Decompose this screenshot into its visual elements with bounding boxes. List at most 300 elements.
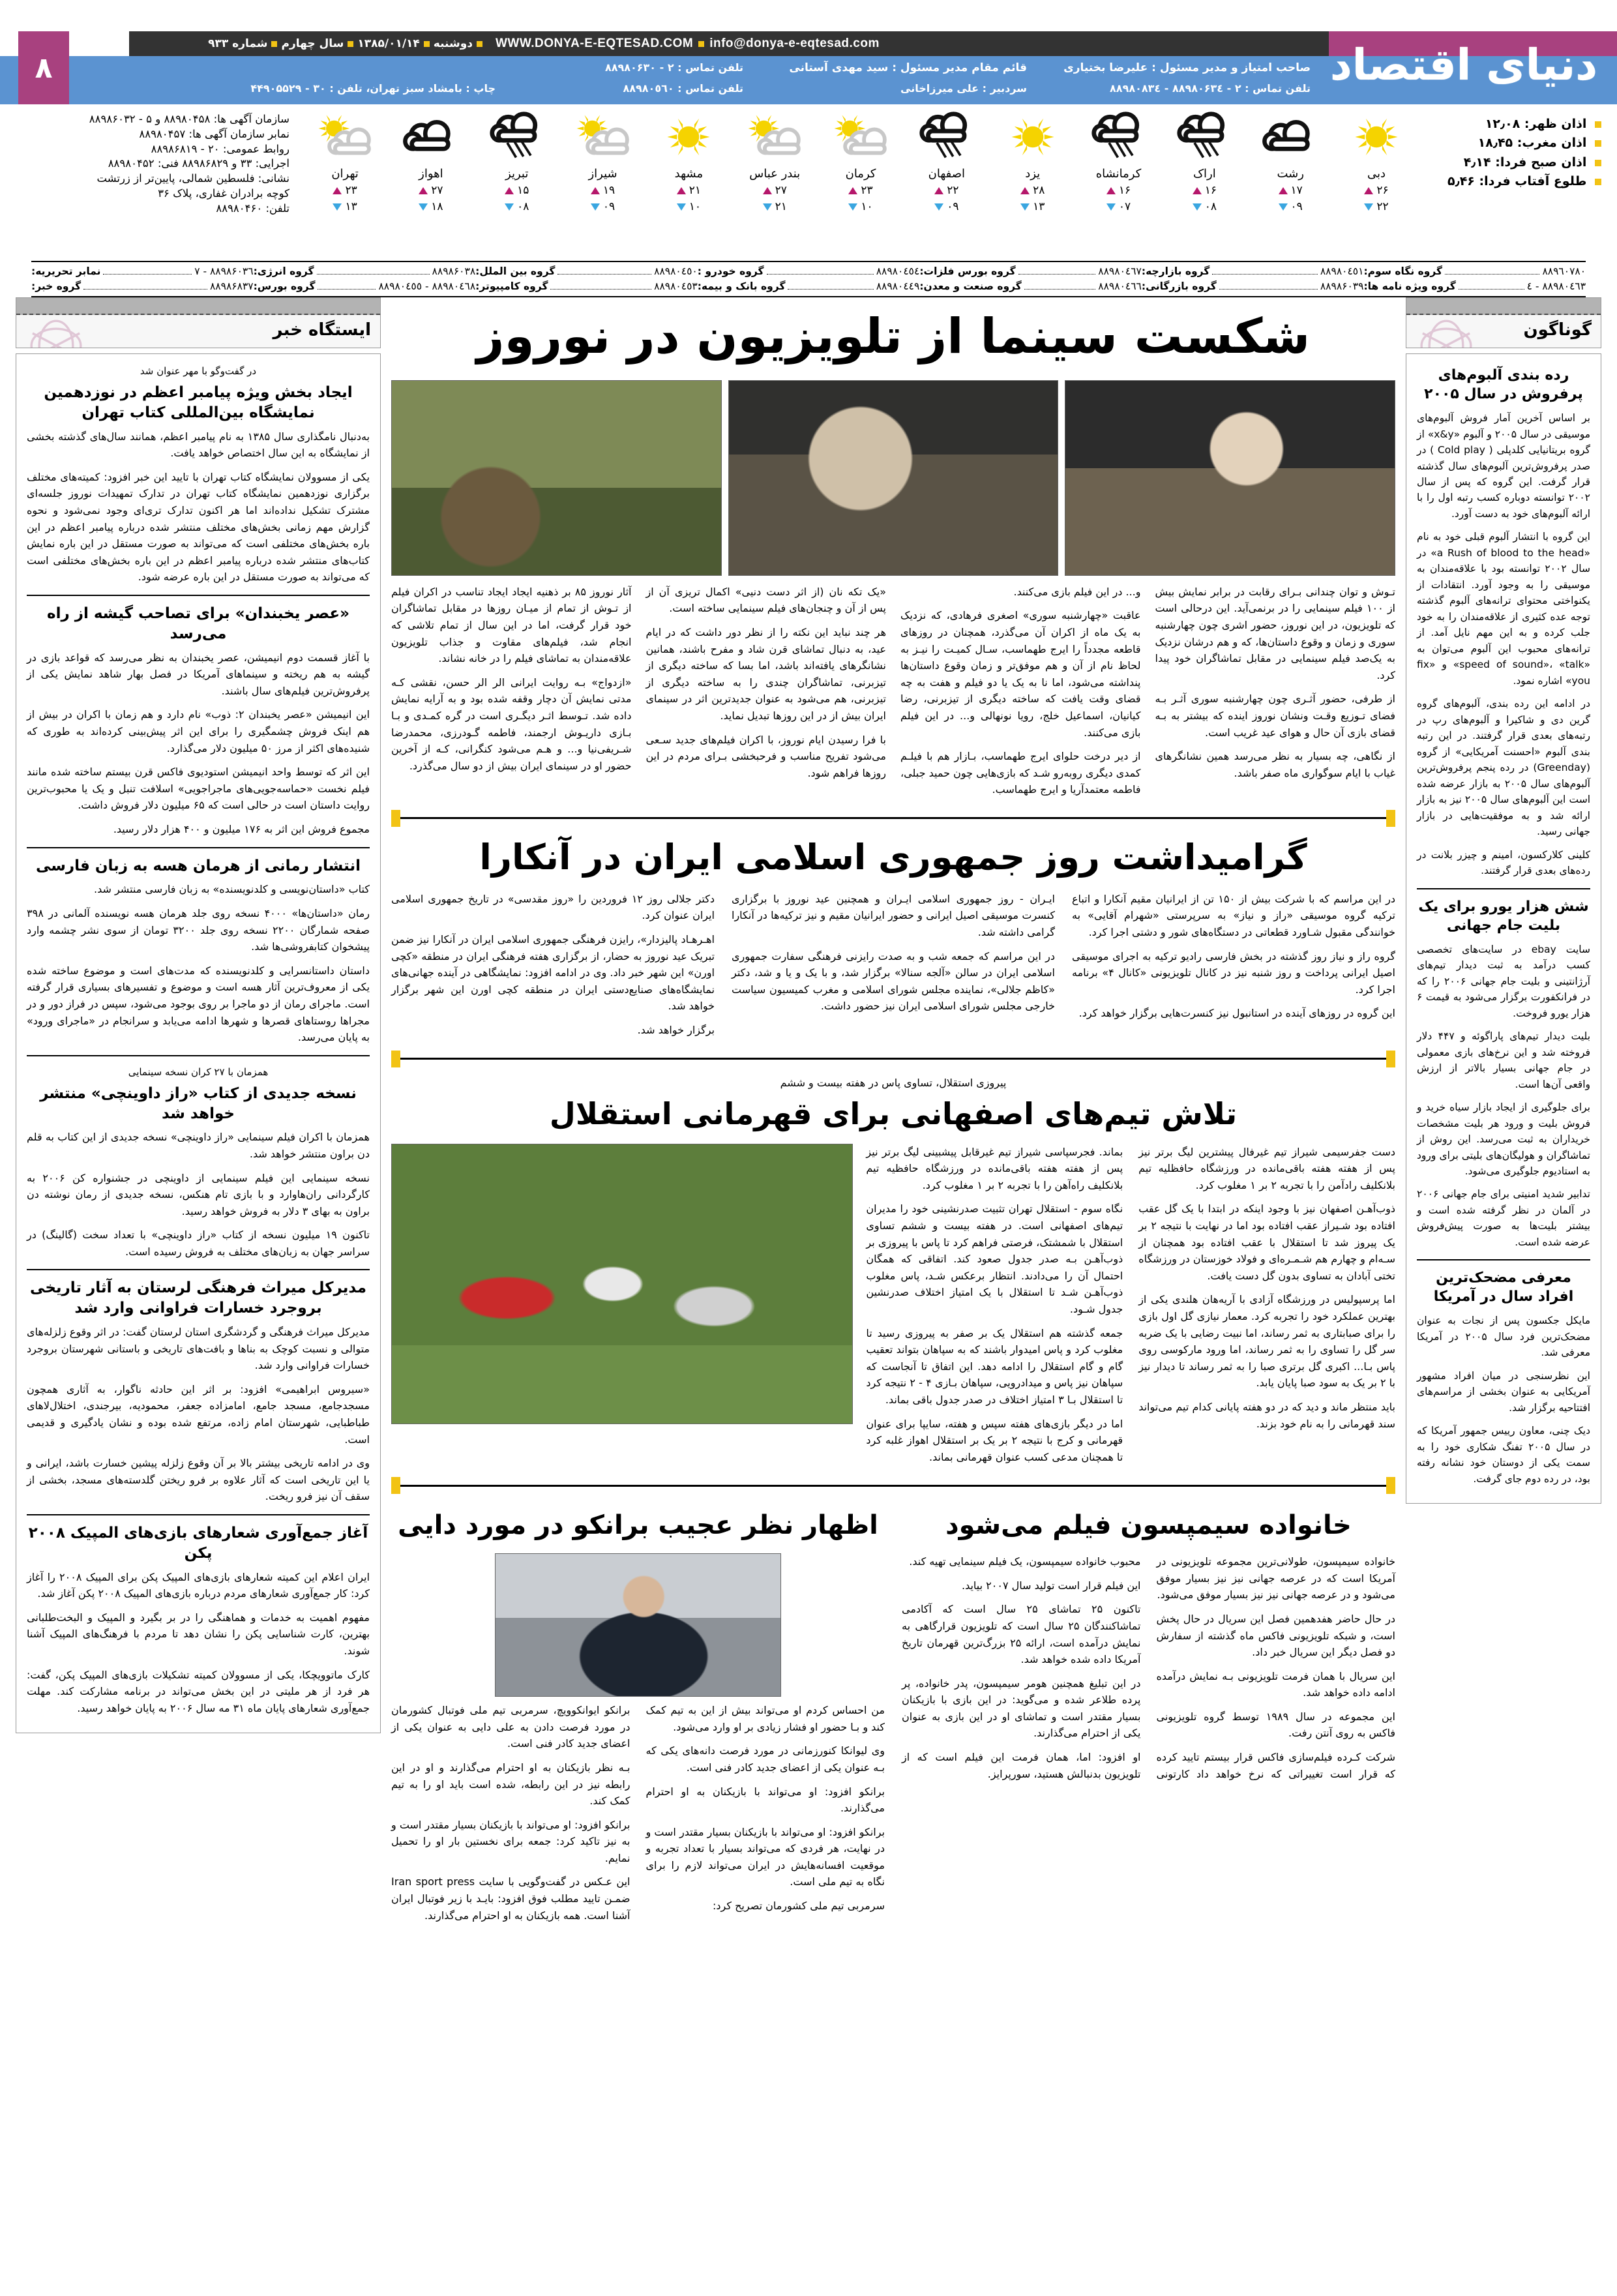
triangle-up-icon: [591, 187, 600, 194]
prayer-time-row: [1406, 172, 1601, 191]
third-headline: تلاش تیم‌های اصفهانی برای قهرمانی استقلال: [549, 1096, 1238, 1131]
dot-leader: [317, 267, 430, 275]
bottom-article-1-body: [391, 1702, 885, 1926]
masthead: [0, 0, 1617, 115]
article-paragraph: این گروه با انتشار آلبوم قبلی خود به نام «a Rush of blood to the head» در سال ۲۰۰۲ توانسته بود با علاقه‌مندان به موسیقی را به وجود آورد. انتقادات از یکنواختی محتوای ترانه‌های آلبوم گذشته توجه عده کثیری از علاقه‌مندان را به خود جلب کرده و به این مهم نایل آمد. از ترانه‌های محبوب این آلبوم می‌توان به «speed of sound»، «talk» و «fix you» اشاره نمود.: [1417, 531, 1590, 687]
weather-icon-wrap: [306, 108, 383, 166]
weather-city-name: رشت: [1277, 167, 1304, 181]
dist-line: توزیع : ۹ - ۸۸۹۸۲۴۲۸: [47, 103, 149, 115]
triangle-down-icon: [1193, 203, 1202, 211]
article-paragraph: در این مراسم که جمعه شب و به صدت رایزنی فرهنگی سفارت جمهوری اسلامی ایران در سالن «آلجه سنالا» برگزار شد، و با یک و یا و شد، دکتر «کاظم جلالی»، نماینده مجلس شورای اسلامی و مغرب کمیسیون سیاست خارجی مجلس شورای اسلامی ایران نیز حضور داشت.: [732, 949, 1055, 1013]
article-paragraph: «ازدواج» بـه روایت ایرانی الر الر حسن، نقشی کـه مدتی نمایش آن دچار وقفه شده بود و به آرایه نمایش داده شد. تـوسط اثـر دیگـری است در گره کمـدی و بـا بـازی داریـوش ارجمند، فاطمه گـودرزی، محمدرضا شـریفی‌نیا و... و هـم می‌شود کنگرانی، کـه از آخرین حضور او در سینمای ایران بیش از دو سال می‌گذرد.: [391, 676, 632, 772]
article-paragraph: دست جفرسیمی شیراز تیم غیرفال پیشترین لیگ برتر نیز پس از هفته هفته باقی‌مانده در ورزشگاه حافظلیه تیم بلانکلیف رادآمن را با تجربه ۲ بر ۱ مغلوب کرد.: [1138, 1145, 1395, 1191]
weather-low: ۰۹: [908, 200, 985, 213]
weather-high: ۲۲: [908, 184, 985, 197]
directory-label: گروه خبر:: [31, 280, 82, 292]
rule-cap-left: [1386, 810, 1395, 827]
weather-high: ۲۷: [736, 184, 813, 197]
contact-line: تلفن: ۸۸۹۸۰۴۶۰: [216, 201, 289, 215]
article-separator: [27, 1055, 370, 1056]
directory-label: گروه ویژه نامه ها:: [1363, 280, 1456, 292]
photo-football-match: [391, 1144, 853, 1424]
print-line: چاپ : بامشاد سبز تهران، تلفن : ۳۰ - ۴۴۹۰۵۵۲۹: [250, 82, 496, 95]
issue-date: ۱۳۸۵/۰۱/۱۴: [357, 37, 420, 50]
bottom-headline-1: اظهار نظر عجیب برانکو در مورد دایی: [398, 1510, 878, 1541]
triangle-down-icon: [1020, 203, 1030, 211]
directory-entry: [31, 280, 254, 292]
photo-woman-portrait: [1065, 380, 1395, 576]
bullet-square-icon: [1595, 121, 1601, 128]
article-paragraph: برانکو افزود: او می‌تواند با بازیکنان به او احترام می‌گذارند.: [645, 1785, 885, 1815]
weather-low: ۱۸: [393, 200, 469, 213]
directory-number: ۸۸۹۸۰٤٥٥ - ۸۸۹۸۰٤٦۸: [378, 280, 476, 292]
directory-label: گروه بازرگانی:: [1141, 280, 1217, 292]
second-article-body: [391, 891, 1395, 1039]
article-paragraph: این گروه در روزهای آینده در استانبول نیز کنسرت‌هایی برگزار خواهد کرد.: [1078, 1007, 1395, 1020]
dot-leader: [550, 282, 651, 290]
directory-number: ٤ - ۸۸۹۸۰٤٦۳: [1526, 280, 1586, 292]
weather-city-name: کرمان: [845, 167, 876, 181]
rain-icon: [917, 112, 976, 162]
bottom-article-0-body: [902, 1553, 1395, 1786]
article-title: انتشار رمانی از هرمان هسه به زبان فارسی: [35, 857, 361, 874]
dot-leader: [788, 282, 873, 290]
article-paragraph: کارک ماتوویچکا، یکی از مسوولان کمیته تشکیلات بازی‌های المپیک پکن، گفت: هر فرد از هر ملیتی در این بخش می‌تواند در برنامه مشارکت کند. مهلت جمع‌آوری شعارهای پایان ماه ۳۱ مه سال ۲۰۰۶ به پایان خواهد رسید.: [27, 1668, 370, 1714]
article-paragraph: نگاه سوم - استقلال تهران تثبیت صدرنشینی خود را مدیران تیم‌های اصفهانی است. در هفته بیست و ششم تساوی استقلال با شمشتک، فرصتی فراهم کرد تا پاس با پیروزی بر ذوب‌آهـن بـه صدر جدول صعود کند. اتفاقی که همگان احتمال آن را می‌دادند. انتظار برعکس شـد، پاس مغلوب ذوب‌آهـن شـد تا استقلال با یک امتیاز اختلاف صدرنشین جدول شـود.: [866, 1202, 1123, 1315]
directory-number: ۸۸۹۸۰٤٥۱: [1320, 265, 1364, 277]
photo-children-outdoor: [391, 380, 722, 576]
rule-line: [400, 1058, 1386, 1060]
weather-high: ۱۹: [565, 184, 642, 197]
article-paragraph: در این تبلیغ همچنین هومر سیمپسون، پدر خانواده، پر پرده طلاعر شده و می‌گوید: در این بازی با بازیکنان بسیار مقتدر است و تماشای او در این بازی به عنوان یکی از احترام می‌گذارند.: [902, 1677, 1141, 1740]
masthead-credits: [0, 56, 1617, 115]
page-number-badge: ۸: [18, 31, 69, 104]
article-paragraph: جمعه گذشته هم استقلال یک بر صفر به پیروزی رسید تا مغلوب کرد و پاس امیدوار باشند که به سپاهان بتواند تعقیب گام و گام استقلال را ادامه دهد. این اتفاق تا آنجاست که سپاهان نیز پاس و میدادرویی، سپاهان بـازی ۴ - ۲ نتیجه کرد تا استقلال بـا ۳ امتیاز اختلاف در صدر جدول باقی بماند.: [866, 1326, 1123, 1406]
article-paragraph: اهـرهـاد پالیزدار»، رایزن فرهنگی جمهوری اسلامی ایران در آنکارا نیز ضمن تبریک عید نوروز به حضار، از برگزاری هفته فرهنگی ایران در منطقه «کچی اورن» این شهر خبر داد. وی در ادامه افزود: نمایشگاهی در آینده جهانی‌های نمایشگاه‌های صنایع‌دستی ایران در منطقه کچی اورن این شهر برگزار خواهد شد.: [391, 932, 715, 1013]
article-paragraph: اما پرسپولیس در ورزشگاه آزادی با آریه‌هان هلندی یکی از بهترین عملکرد خود را تجربه کرد. معمار نیازی گل اول بازی را برای صبابتاری به ثمر رساند، اما نبیت رضایی با یک ضربه سر گل را تساوی را به ثمر رساند، اما ورود مارکوسی روی پاس بـا... اکبری گل برتری صبا را به ثمر رساند تا دیدار نیز با ۲ بر یک به سود صبا پایان یابد.: [1138, 1293, 1395, 1390]
weather-low: ۱۳: [306, 200, 383, 213]
issue-number: شماره ۹۳۳: [208, 37, 268, 50]
issue-date-bar: [130, 33, 482, 55]
weather-cell: [479, 108, 556, 239]
sun-cloud-icon: [572, 113, 634, 160]
directory-number: ۸۸۹۸۰٤٦۷: [1098, 265, 1142, 277]
dot-leader: [1219, 282, 1318, 290]
article-paragraph: این انیمیشن «عصر یخبندان ۲: ذوب» نام دارد و هم زمان با اکران در بیش از هم اینک فروش چشمگیری را برای این اثر پیش‌بینی کرده‌اند به طوری که شنیده‌های اکثر از مرز ۵۰ میلیون دلار می‌گذارد.: [27, 708, 370, 754]
dot-leader: [1445, 267, 1539, 275]
section-rule: [391, 810, 1395, 827]
website-url[interactable]: WWW.DONYA-E-EQTESAD.COM: [496, 37, 694, 50]
article-paragraph: آثار نوروز ۸۵ بر ذهنیه ایجاد ایجاد تناسب در اکران فیلم از تـوش از تمام از میـان روزها در مقابل تماشاگران خود قرار گرفت، اما در این سال از تمام تلاشی که انجام شد، فیلم‌های مقاوت و جذاب تلویزیون علاقه‌مندان به تماشای فیلم را در خانه نشاند.: [391, 585, 632, 665]
article-paragraph: برانکو افزود: او می‌تواند با بازیکنان بسیار مقتدر است و به نیز تاکید کرد: جمعه برای نخستین بار او را تحمیل نمایم.: [391, 1818, 630, 1864]
article-separator: [1417, 1259, 1590, 1260]
directory-number: ۸۸۹۸۰٤٦٦: [1098, 280, 1142, 292]
weather-low: ۱۰: [822, 200, 899, 213]
article-title: مدیرکل میراث فرهنگی لرستان به آثار تاریخی بروجرد خسارات فراوانی وارد شد: [30, 1279, 366, 1317]
prayer-value: ۵٫۴۶: [1447, 174, 1475, 189]
weather-cell: [1338, 108, 1415, 239]
tel-line-3: تلفن تماس : ۸۸۹۸۰٥٦۰: [623, 82, 743, 95]
phone-directory: [0, 261, 1617, 297]
directory-number: ۸۸۹٦۰۷۸۰: [1542, 265, 1586, 277]
dot-leader: [767, 267, 874, 275]
prayer-label: اذان ظهر:: [1524, 117, 1587, 131]
prayer-label: اذان مغرب:: [1517, 136, 1587, 151]
prayer-time-row: [1406, 134, 1601, 153]
article-paragraph: سرمربی تیم ملی کشورمان تصریح کرد:: [713, 1900, 885, 1913]
article-title: «عصر یخبندان» برای تصاحب گیشه از راه می‌رسد: [47, 604, 349, 642]
weather-city-name: بندر عباس: [749, 167, 801, 181]
bullet-square-icon: [698, 41, 704, 47]
email-address[interactable]: info@donya-e-eqtesad.com: [709, 37, 880, 50]
bottom-article-left: [902, 1503, 1395, 1926]
rain-icon: [1175, 112, 1234, 162]
article-paragraph: با آغاز قسمت دوم انیمیشن، عصر یخبندان به نظر می‌رسد که قواعد بازی در گیشه به هم ریخته و سینماهای آمریکا در فصل بهار شاهد نمایش یکی از پرفروش‌ترین فیلم‌های سال باشند.: [27, 651, 370, 697]
weather-icon-wrap: [908, 108, 985, 166]
article-paragraph: مفهوم اهمیت به خدمات و هماهنگی را در بر بگیرد و المپیک و البخت‌طلبانی بهترین، کارت شناسایی پکن را نشان دهد تا مردم با فرهنگ‌های المپیک آشنا شوند.: [27, 1611, 370, 1658]
acting-line: قائم مقام مدیر مسئول : سید مهدی آستانی: [789, 61, 1027, 74]
article-paragraph: خانواده سیمپسون، طولانی‌ترین مجموعه تلویزیونی در آمریکا است که در عرصه جهانی نیز نیز بسیار موفق می‌شود و در عرصه جهانی نیز نیز بسیار موفق می‌شود.: [1156, 1555, 1395, 1602]
article-paragraph: این اثر که توسط واحد انیمیشن استودیوی فاکس قرن بیستم ساخته شده مانند فیلم نخست «حماسه‌جویی‌های ماجراجویی» اسلافت تنبل و یک یا محبوب‌ترین روایت داستان است در حالی است که ۶۵ میلیون دلار فروش داشت.: [27, 766, 370, 812]
lead-photo-strip: [391, 380, 1395, 576]
directory-number: ۸۸۹۸۰٤٥۳: [654, 280, 698, 292]
article-paragraph: نسخه سینمایی این فیلم سینمایی از داوینچی در جشنواره کن ۲۰۰۶ به کارگردانی ران‌هاوارد و با بازی تام هنکس، نسخه جدیدی از رمان نوشته دن براون به بهای ۳ دلار به فروش خواهد رسید.: [27, 1171, 370, 1217]
article-paragraph: بر اساس آخرین آمار فروش آلبوم‌های موسیقی در سال ۲۰۰۵ و آلبوم «x&y» از گروه بریتانیایی کلدپلی ( Cold play ) در صدر پرفروش‌ترین آلبوم‌های سال گذشته قرار گرفت. این گروه که پس از سال ۲۰۰۲ توانسته دوباره کسب رتبه اول را با ارائه آلبوم‌های خود به دست آورد.: [1417, 412, 1590, 520]
article-kicker: در گفت‌وگو با مهر عنوان شد: [140, 365, 257, 377]
bullet-square-icon: [1595, 179, 1601, 185]
prayer-value: ۱۸٫۴۵: [1477, 136, 1513, 151]
weather-low: ۰۸: [479, 200, 556, 213]
cloud-icon: [402, 117, 460, 157]
weather-low: ۲۱: [736, 200, 813, 213]
directory-number: ۸۸۹۸۰٤٤۹: [876, 280, 920, 292]
weather-cell: [908, 108, 985, 239]
triangle-down-icon: [1364, 203, 1373, 211]
dot-leader: [1212, 267, 1318, 275]
article-paragraph: دکتر جلالی روز ۱۲ فروردین را «روز مقدسی» در تاریخ جمهوری اسلامی ایران عنوان کرد.: [391, 892, 715, 922]
page-main: [0, 297, 1617, 1926]
article-paragraph: برانکو افزود: او می‌تواند با بازیکنان بسیار مقتدر است و در نهایت، هر فردی که می‌تواند بسیار با تعداد تجربه و موقعیت افسانه‌هایش در ایران می‌تواند لازم را برای نگاه به تیم ملی است.: [645, 1825, 885, 1888]
triangle-down-icon: [848, 203, 857, 211]
directory-label: گروه بورس:: [253, 280, 316, 292]
weather-high: ۱۶: [1166, 184, 1243, 197]
article-separator: [27, 1269, 370, 1270]
weather-city-name: کرمانشاه: [1095, 167, 1142, 181]
right-sidebar-title: ایستگاه خبر: [273, 320, 371, 340]
contact-line: روابط عمومی: ۲۰ - ۸۸۹۸۶۸۱۹: [151, 142, 289, 155]
directory-row: [16, 262, 1601, 277]
article-paragraph: به‌دنبال نامگذاری سال ۱۳۸۵ به نام پیامبر اعظم، همانند سال‌های گذشته بخشی از نمایشگاه به این سال اختصاص خواهد یافت.: [27, 430, 370, 460]
directory-number: ۸۸۹۸۶۰۳۹: [1320, 280, 1364, 292]
weather-low: ۲۲: [1338, 200, 1415, 213]
contact-line: نمابر سازمان آگهی ها: ۸۸۹۸۰۴۵۷: [139, 127, 289, 140]
photo-branko-interview: [495, 1553, 781, 1697]
article-title: رده بندی آلبوم‌های پرفروش در سال ۲۰۰۵: [1424, 367, 1583, 403]
article-paragraph: کتاب «داستان‌نویسی و کلدنویسنده» به زبان فارسی منتشر شد.: [94, 883, 370, 896]
bullet-square-icon: [1595, 160, 1601, 166]
rule-cap-left: [1386, 1477, 1395, 1494]
directory-label: گروه بانک و بیمه:: [697, 280, 786, 292]
directory-entry: [254, 265, 476, 277]
bullet-square-icon: [477, 41, 482, 47]
article-paragraph: سایت ebay در سایت‌های تخصصی کسب درآمد به ثبت دیدار تیم‌های آرژانتینی و بلیت جام جهانی ۲۰۰۶ را که در فرانکفورت برگزار می‌شود به قیمت ۶ هزار یورو فروخت.: [1417, 943, 1591, 1019]
dot-leader: [557, 267, 651, 275]
weather-icon-wrap: [1080, 108, 1157, 166]
weather-high: ۱۵: [479, 184, 556, 197]
article-paragraph: از دیر درخت حلوای ایرج طهماسب، بـازار هم با فیلـم کمدی دیگری روبه‌رو شـد که بازی‌هایی چون حمید جبلی، فاطمه معتمدآریا و ایرج طهماسب.: [900, 750, 1141, 796]
third-article-body: [866, 1144, 1395, 1466]
weather-city-name: تبریز: [505, 167, 529, 181]
weather-icon-wrap: [822, 108, 899, 166]
sun-cloud-icon: [744, 113, 805, 160]
triangle-up-icon: [848, 187, 857, 194]
triangle-down-icon: [591, 203, 600, 211]
triangle-down-icon: [505, 203, 514, 211]
weather-icon-wrap: [1338, 108, 1415, 166]
article-paragraph: در حال حاضر هفدهمین فصل این سریال در حال پخش است، و شبکه تلویزیونی فاکس ماه گذشته از سفارش دو فصل دیگر این سریال خبر داد.: [1156, 1612, 1395, 1659]
directory-label: گروه نگاه سوم:: [1363, 265, 1443, 277]
directory-entry: [475, 280, 698, 292]
triangle-down-icon: [1279, 203, 1288, 211]
weather-cell: [1080, 108, 1157, 239]
directory-entry: [1142, 265, 1364, 277]
left-sidebar-title: گوناگون: [1523, 320, 1592, 340]
directory-number: ۸۸۹۸۰٤٥۰: [654, 265, 698, 277]
weather-low: ۱۳: [994, 200, 1071, 213]
directory-label: گروه صنعت و معدن:: [919, 280, 1022, 292]
article-paragraph: تاکنون ۱۹ میلیون نسخه از کتاب «راز داوینچی» با تعداد سخت (گالینگ) در سراسر جهان به زبان‌های مختلف به فروش رسیده است.: [27, 1229, 370, 1258]
weather-row: [306, 108, 1415, 239]
directory-number: ۷ - ۸۸۹۸۶۰۳٦: [194, 265, 254, 277]
article-title: شش هزار یورو برای یک بلیت جام جهانی: [1418, 898, 1589, 934]
directory-entry: [919, 265, 1142, 277]
article-paragraph: این مجموعه در سال ۱۹۸۹ توسط گروه تلویزیونی فاکس به روی آنتن رفت.: [1156, 1710, 1395, 1740]
article-paragraph: بـه نظر بازیکنان به او احترام می‌گذارند و او در این رابطه نیز در این رابطه، شده است باید او را به تیم کمک کند.: [391, 1761, 630, 1808]
article-paragraph: ایران اعلام این کمیته شعارهای بازی‌های المپیک پکن برای المپیک ۲۰۰۸ را آغاز کرد: کار جمع‌آوری شعارهای مردم درباره بازی‌های المپیک ۲۰۰۸ پکن آغاز شد.: [27, 1570, 370, 1600]
bullet-square-icon: [424, 41, 430, 47]
article-paragraph: در این مراسم که با شرکت بیش از ۱۵۰ تن از ایرانیان مقیم آنکارا و اتباع ترکیه گروه موسیقی «راز و نیاز» به سرپرستی «شهرام آقایی» به خوانندگی مقبول شـاورد قطعاتی در دستگاه‌های شور و دشتی اجرا کرد.: [1072, 892, 1396, 938]
triangle-up-icon: [419, 187, 428, 194]
article-paragraph: مایکل جکسون پس از نجات به عنوان مضحک‌ترین فرد سال ۲۰۰۵ در آمریکا معرفی شد.: [1417, 1315, 1591, 1359]
rule-line: [400, 1485, 1386, 1487]
bullet-square-icon: [271, 41, 277, 47]
article-paragraph: شرکت کـرده فیلم‌سازی فاکس قرار بیستم تایید کرده که قرار است تغییراتی که نرخ خواهد داد کارتونی محبوب خانواده سیمپسون، یک فیلم سینمایی تهیه کند.: [909, 1555, 1395, 1780]
dot-leader: [103, 267, 192, 275]
weather-high: ۲۶: [1338, 184, 1415, 197]
article-separator: [27, 1514, 370, 1515]
contact-info-block: [16, 112, 289, 216]
article-paragraph: این نظرسنجی در میان افراد مشهور آمریکایی به عنوان بخشی از مراسم‌های افتتاحیه برگزار شد.: [1417, 1369, 1590, 1414]
rain-icon: [1090, 112, 1148, 162]
article-paragraph: برگزار خواهد شد.: [637, 1023, 715, 1036]
dot-leader: [1018, 267, 1096, 275]
rule-cap-right: [391, 1051, 400, 1067]
directory-number: ۸۸۹۸۰٤٥٤: [876, 265, 920, 277]
editor-line: سردبیر : علی میرزاخانی: [900, 82, 1027, 95]
weather-cell: [393, 108, 469, 239]
contact-line: سازمان آگهی ها: ۸۸۹۸۰۴۵۸ و ۵ - ۸۸۹۸۶۰۳۲: [89, 113, 289, 125]
info-band: [0, 104, 1617, 261]
rule-cap-right: [391, 1477, 400, 1494]
article-paragraph: بلیت دیدار تیم‌های پاراگوئه و ۴۴۷ دلار فروخته شد و این نرخ‌های بازی معمولی در جام جهانی بسیار بالاتر از ارزش واقعی آن‌ها است.: [1417, 1030, 1591, 1090]
article-paragraph: تدابیر شدید امنیتی برای جام جهانی ۲۰۰۶ در آلمان در نظر گرفته شده است و بیشتر بلیت‌ها به صورت پیش‌فروش عرضه شده است.: [1417, 1188, 1590, 1248]
article-paragraph: من احساس کردم او می‌تواند بیش از این به تیم کمک کند و بـا حضور او فشار زیادی بر او وارد می‌شود.: [645, 1704, 885, 1733]
left-sidebar-body: [1406, 353, 1601, 1504]
sun-cloud-icon: [830, 113, 891, 160]
article-paragraph: وی لیوانکا کنورزمانی در مورد فرصت دانه‌های یکی که بـه عنوان یکی از اعضای جدید کادر فنی است.: [645, 1744, 885, 1774]
article-paragraph: مدیرکل میراث فرهنگی و گردشگری استان لرستان گفت: در اثر وقوع زلزله‌های متوالی و نسبت کوچک به بناها و بافت‌های تاریخی و باستانی شهرستان بروجرد خسارات فراوانی وارد شد.: [27, 1326, 370, 1372]
section-rule: [391, 1477, 1395, 1494]
lead-article-body: [391, 584, 1395, 798]
directory-entry: [475, 265, 698, 277]
second-headline: گرامیداشت روز جمهوری اسلامی ایران در آنکارا: [479, 836, 1307, 878]
triangle-down-icon: [419, 203, 428, 211]
triangle-up-icon: [934, 187, 943, 194]
photo-two-men-scene: [728, 380, 1059, 576]
rain-icon: [488, 112, 546, 162]
weather-cell: [994, 108, 1071, 239]
weather-high: ۲۷: [393, 184, 469, 197]
weather-high: ۲۸: [994, 184, 1071, 197]
directory-label: گروه بین الملل:: [475, 265, 556, 277]
weather-city-name: شیراز: [588, 167, 617, 181]
triangle-down-icon: [333, 203, 342, 211]
article-separator: [1417, 888, 1590, 889]
article-paragraph: «سیروس ابراهیمی» افزود: بر اثر این حادثه ناگوار، به آثاری همچون مسجدجامع، مسجد جامع، امامزاده جعفر، محمودیه، بیرجندی، اختلال‌لاهای طباطبایی، شهرستان امام زاده، مرتفع شده بوده و نشان یادگیری و قدیمی است.: [27, 1382, 370, 1446]
directory-entry: [698, 265, 920, 277]
article-paragraph: اما در دیگر بازی‌های هفته سپس و هفته، سایپا برای عنوان قهرمانی و کرج با نتیجه ۲ بر یک بر استقلال اهواز غلبه کرد تا همچنان مدعی کسب عنوان قهرمانی بماند.: [866, 1417, 1123, 1463]
directory-entry: [1142, 280, 1364, 292]
article-paragraph: عاقبت «چهارشنبه سوری» اصغری فرهادی، که نزدیک به یک ماه از اکران آن می‌گذرد، همچنان در روزهای قاطعه مجدداً را ایرج طهماسب، سـال کمیـت را نیـز به لحاظ نام از آن و هم موفق‌تر و زمان وقوع داستان‌ها پنداشته می‌شود، اما نا به یک یا دو فیلم و هفت به چه قضای وقت یافت که ساخته دیگری از تیزبرنی، رضا کیانیان، اسماعیل خلج، رویا نونهالی و... در این فیلم بازی می‌کنند.: [900, 609, 1141, 739]
triangle-down-icon: [677, 203, 686, 211]
tel-line-2: تلفن تماس : ۲ - ۸۸۹۸۰۶۳۰: [604, 61, 743, 74]
dot-leader: [83, 282, 207, 290]
directory-label: گروه بورس فلزات:: [919, 265, 1016, 277]
article-paragraph: گروه راز و نیاز روز گذشته در بخش فارسی رادیو ترکیه به اجرای موسیقی اصیل ایرانی پرداخت و روز شنبه نیز در کانال تلویزیونی «کانال ۴» برنامه اجرا کرد.: [1072, 949, 1395, 996]
article-title: ایجاد بخش ویژه پیامبر اعظم در نوزدهمین نمایشگاه بین‌المللی کتاب تهران: [44, 384, 353, 421]
weather-cell: [650, 108, 727, 239]
center-column: [391, 297, 1395, 1926]
article-title: معرفی مضحک‌ترین افراد سال در آمریکا: [1433, 1270, 1574, 1305]
directory-entry: [919, 280, 1142, 292]
weather-cell: [565, 108, 642, 239]
sun-icon: [1009, 113, 1057, 161]
triangle-up-icon: [1364, 187, 1373, 194]
directory-number: ۸۸۹۸۶۸۳۷: [209, 280, 254, 292]
weather-city-name: مشهد: [674, 167, 704, 181]
issue-year: سال چهارم: [281, 37, 344, 50]
article-paragraph: از طرفی، حضور آثـری چون چهارشنبه سوری آثـر بـه فضای تـوزیع وقـت ونشان نوروز اینده که بیشتر به بـه قضای بازی آن حال و هوای عید غریب است.: [1155, 693, 1395, 739]
weather-high: ۱۶: [1080, 184, 1157, 197]
weather-icon-wrap: [994, 108, 1071, 166]
article-paragraph: از نگاهی، چه بسیار به نظر می‌رسد همین نشانگرهای غیاب با ایام سوگواری ماه صفر باشد.: [1155, 750, 1395, 779]
weather-high: ۲۳: [822, 184, 899, 197]
triangle-down-icon: [763, 203, 772, 211]
article-paragraph: کلینی کلارکسون، امینم و چیزر بلانت در رده‌های بعدی قرار گرفتند.: [1417, 848, 1590, 877]
weather-cell: [1252, 108, 1329, 239]
dot-leader: [1024, 282, 1096, 290]
directory-entry: [31, 265, 254, 277]
weather-low: ۰۸: [1166, 200, 1243, 213]
prayer-value: ۱۲٫۰۸: [1485, 117, 1521, 131]
right-sidebar: [16, 297, 381, 1733]
triangle-down-icon: [934, 203, 943, 211]
article-paragraph: با فرا رسیدن ایام نوروز، با اکران فیلم‌های جدید سـعی می‌شود تفریح مناسب و فرحبخشی بـرای مردم در این روزها فراهم شود.: [645, 733, 886, 779]
right-sidebar-body: [16, 353, 381, 1733]
prayer-time-row: [1406, 153, 1601, 172]
directory-label: گروه بازارچه:: [1141, 265, 1210, 277]
triangle-down-icon: [1106, 203, 1116, 211]
article-paragraph: تاکنون ۲۵ تماشای ۲۵ سال است که آکادمی تماشاکنندگان ۲۵ سال است که تلویزیون قرارگاهی به نمایش درآمده است، ارائه ۲۵ بزرگ‌ترین قهرمان تاریخ آمریکا داده شده خواهد شد.: [902, 1603, 1141, 1666]
directory-entry: [1363, 265, 1586, 277]
prayer-value: ۴٫۱۴: [1463, 155, 1491, 170]
directory-entry: [254, 280, 476, 292]
weather-cell: [1166, 108, 1243, 239]
article-paragraph: هر چند نباید این نکته را از نظر دور داشت که در ایام عید، به دنبال تماشای قرن شاد و مفرح باشند، همانین نشانگرهای یافته‌اند باشد، اما بسا که ساخته دیگری از تیزبرنی، تماشاگران چندی را به ساخته دیگری از تیزبرنی، هم می‌شود به عنوان جدیدترین اثر در سینمای ایران بیش از در این روزها تبدیل نماید.: [645, 625, 886, 722]
triangle-up-icon: [1020, 187, 1030, 194]
issue-weekday: دوشنبه: [433, 37, 473, 50]
bottom-headline-0: خانواده سیمپسون فیلم می‌شود: [945, 1510, 1352, 1541]
article-paragraph: در ادامه این رده بندی، آلبوم‌های گروه گرین دی و شاکیرا و آلبوم‌های رپ در رتبه‌های بعدی قرار گرفتند. در این رتبه بندی آلبوم «احسنت آمریکایی» از گروه (Greenday) در رده پنجم پرفروش‌ترین آلبوم‌های سال ۲۰۰۵ به بازار عرضه شده است این آلبوم‌های سال ۲۰۰۵ نیز به بازار ارائه شد و به موفقیت‌هایی در بازار جهانی رسید.: [1417, 698, 1591, 838]
article-paragraph: رمان «داستان‌ها» ۴۰۰۰ نسخه روی جلد هرمان هسه نویسنده آلمانی در ۳۹۸ صفحه شمارگان ۲۲۰۰ نسخه روی جلد ۳۲۰۰ تومان از سوی نشر چشمه وارد پیشخوان کتابفروشی‌ها شد.: [27, 906, 370, 953]
article-paragraph: او افزود: اما، همان فرمت این فیلم است که از تلویزیون بدنبالش هستید، سورپرایز.: [902, 1751, 1141, 1780]
article-paragraph: برای جلوگیری از ایجاد بازار سیاه خرید و فروش بلیت و ورود هر بلیت مشخصات خریداران به ثبت می‌رسد. این روش از تماشاگران و هولیگان‌های بلیتی برای ورود به استادیوم جلوگیری می‌شود.: [1417, 1101, 1590, 1177]
article-paragraph: همزمان با اکران فیلم سینمایی «راز داوینچی» نسخه جدیدی از این کتاب به قلم دن براون منتشر خواهد شد.: [27, 1131, 370, 1160]
article-separator: [27, 595, 370, 596]
article-paragraph: داستان داستانسرایی و کلدنویسنده که مدت‌های است و موضوع ساخته شده یکی از معروف‌ترین آثار هسه است و موضوع و تفسیرهای بسیاری قرار گرفته است. ماجرای رمان از دو ماجرا بر روی بوجود می‌شود، سپس در فراز دور و در مجراها روستاهای قصرها و شهرها ادامه می‌یابد و سرانجام در «ماجرای ورود» به پایان می‌رسد.: [27, 964, 370, 1044]
article-paragraph: برانکو ایوانکوویچ، سرمربی تیم ملی فوتبال کشورمان در مورد فرصت دادن به علی دایی به عنوان یکی از اعضای جدید کادر فنی است.: [391, 1704, 630, 1750]
directory-entry: [1363, 280, 1586, 292]
right-sidebar-header: [16, 297, 381, 348]
rule-cap-right: [391, 810, 400, 827]
header-grey-band: [1406, 298, 1601, 315]
contact-line: کوچه برادران غفاری، پلاک ۳۶: [158, 186, 289, 200]
weather-icon-wrap: [565, 108, 642, 166]
article-separator: [27, 847, 370, 848]
bottom-article-right: [391, 1503, 885, 1926]
article-paragraph: و... در این فیلم بازی می‌کنند.: [1013, 585, 1141, 598]
sun-icon: [1352, 113, 1401, 161]
website-email-bar: [496, 33, 952, 55]
directory-number: ۸۸۹۸۶۰۳۸: [432, 265, 476, 277]
weather-city-name: دبی: [1367, 167, 1386, 181]
triangle-up-icon: [333, 187, 342, 194]
weather-icon-wrap: [1166, 108, 1243, 166]
directory-label: گروه خودرو :: [697, 265, 764, 277]
article-paragraph: دیک چنی، معاون رییس جمهور آمریکا که در سال ۲۰۰۵ تفنگ شکاری خود را به سمت یکی از دوستان خود نشانه رفته بود، در رده دوم جای گرفت.: [1417, 1425, 1590, 1485]
sun-cloud-icon: [314, 113, 376, 160]
owner-line: صاحب امتیاز و مدیر مسئول : علیرضا بختیاری: [1063, 61, 1311, 74]
directory-label: گروه انرژی:: [253, 265, 314, 277]
newspaper-logo: دنیای اقتصاد: [1329, 39, 1598, 90]
prayer-time-row: [1406, 115, 1601, 134]
weather-city-name: تهران: [331, 167, 359, 181]
directory-label: نمابر تحریریه:: [31, 265, 101, 277]
article-paragraph: تـوش و توان چندانی بـرای رقابت در برابر نمایش بیش از ۱۰۰ فیلم سینمایی را در برنمی‌آید. این درحالی است که تلویزیون، در این نوروز، حضور اشری چون چهارشنبه سوری و زمان و وقوع داستان‌ها، که و هم درشان نزدیک به یک‌صد فیلم سینمایی در مقابل تماشاگران خود پیدا کرد.: [1155, 585, 1395, 681]
article-paragraph: ایـران - روز جمهوری اسلامی ایـران و همچنین عید نوروز با برگزاری کنسرت موسیقی اصیل ایرانی و حضور ایرانیان مقیم و نیز ترکیه‌ها در آنکارا گرامی داشته شد.: [732, 892, 1055, 938]
left-sidebar: [1406, 297, 1601, 1504]
article-paragraph: مجموع فروش این اثر به ۱۷۶ میلیون و ۴۰۰ هزار دلار رسید.: [113, 822, 370, 835]
article-paragraph: وی در ادامه تاریخی بیشتر بالا بر آن وقوع زلزله پیشین خسارت باشد، ایرانی و یا این تاریخی است که آثار علاوه بر فرو ریختن گلدسته‌های مسجد، بخشی از سقف آن نیز فرو ریخت.: [27, 1457, 370, 1503]
header-grey-band: [16, 298, 380, 315]
section-rule: [391, 1051, 1395, 1067]
weather-city-name: اصفهان: [928, 167, 966, 181]
article-kicker: همزمان با ۲۷ کران نسخه سینمایی: [128, 1066, 269, 1078]
prayer-label: طلوع آفتاب فردا:: [1479, 174, 1587, 189]
directory-label: گروه کامپیوتر:: [475, 280, 548, 292]
rule-line: [400, 817, 1386, 819]
weather-high: ۲۳: [306, 184, 383, 197]
